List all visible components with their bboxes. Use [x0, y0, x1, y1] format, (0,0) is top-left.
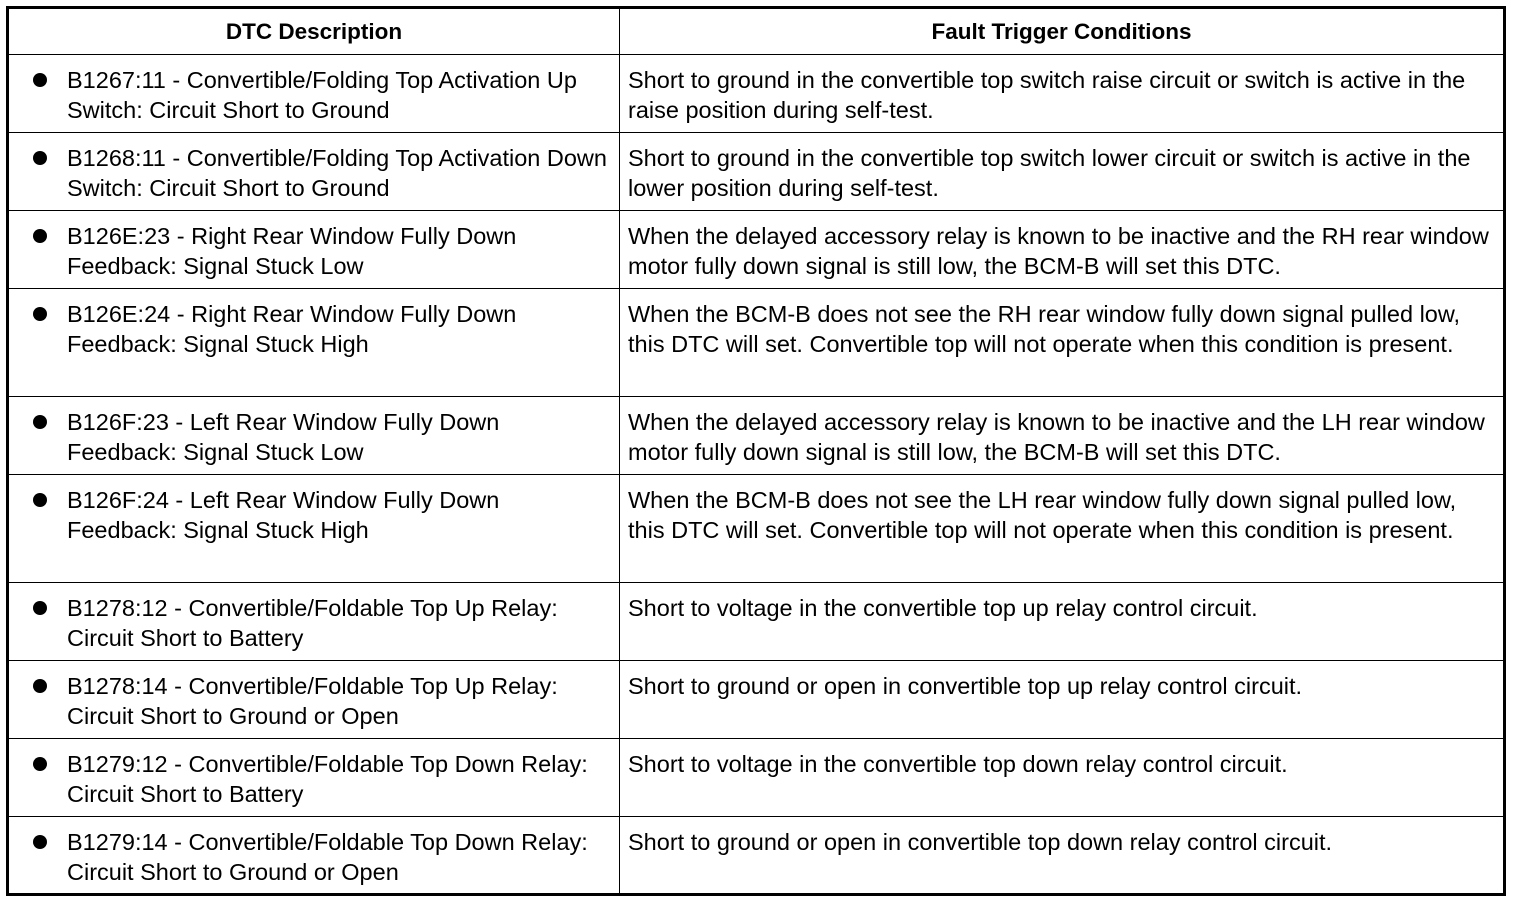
bullet-icon — [33, 73, 47, 87]
bullet-icon — [33, 307, 47, 321]
bullet-icon — [33, 229, 47, 243]
dtc-description-text: B1278:14 - Convertible/Foldable Top Up Relay: Circuit Short to Ground or Open — [67, 673, 558, 729]
header-dtc-description: DTC Description — [8, 8, 620, 55]
dtc-description-text: B1267:11 - Convertible/Folding Top Activation Up Switch: Circuit Short to Ground — [67, 67, 577, 123]
table-row — [8, 55, 1505, 133]
fault-condition-cell: When the BCM-B does not see the RH rear window fully down signal pulled low, this DTC will set. Convertible top will not operate when this condition is present. — [620, 289, 1505, 397]
bullet-icon — [33, 151, 47, 165]
bullet-icon — [33, 601, 47, 615]
dtc-description-text: B126F:24 - Left Rear Window Fully Down Feedback: Signal Stuck High — [67, 487, 500, 543]
dtc-description-text: B1279:12 - Convertible/Foldable Top Down Relay: Circuit Short to Battery — [67, 751, 588, 807]
dtc-description-text: B126E:23 - Right Rear Window Fully Down Feedback: Signal Stuck Low — [67, 223, 517, 279]
dtc-description-text: B126F:23 - Left Rear Window Fully Down Feedback: Signal Stuck Low — [67, 409, 500, 465]
fault-condition-cell: Short to ground or open in convertible top up relay control circuit. — [620, 661, 1505, 739]
dtc-description-text: B1278:12 - Convertible/Foldable Top Up Relay: Circuit Short to Battery — [67, 595, 558, 651]
bullet-icon — [33, 493, 47, 507]
fault-condition-cell: When the delayed accessory relay is known to be inactive and the LH rear window motor fully down signal is still low, the BCM-B will set this DTC. — [620, 397, 1505, 475]
dtc-description-cell — [8, 211, 620, 289]
dtc-description-text: B1279:14 - Convertible/Foldable Top Down Relay: Circuit Short to Ground or Open — [67, 829, 588, 885]
bullet-icon — [33, 757, 47, 771]
fault-condition-cell: Short to ground in the convertible top switch lower circuit or switch is active in the lower position during self-test. — [620, 133, 1505, 211]
table-row — [8, 289, 1505, 397]
dtc-description-cell — [8, 475, 620, 583]
dtc-table — [6, 6, 1506, 896]
dtc-description-cell — [8, 289, 620, 397]
bullet-icon — [33, 415, 47, 429]
table-row — [8, 211, 1505, 289]
table-row — [8, 817, 1505, 895]
table-row — [8, 397, 1505, 475]
dtc-description-text: B1268:11 - Convertible/Folding Top Activation Down Switch: Circuit Short to Ground — [67, 145, 607, 201]
dtc-description-cell — [8, 397, 620, 475]
bullet-icon — [33, 835, 47, 849]
dtc-description-cell — [8, 583, 620, 661]
table-row — [8, 661, 1505, 739]
dtc-description-text: B126E:24 - Right Rear Window Fully Down Feedback: Signal Stuck High — [67, 301, 517, 357]
fault-condition-cell: Short to ground or open in convertible top down relay control circuit. — [620, 817, 1505, 895]
table-row — [8, 133, 1505, 211]
table-header-row — [8, 8, 1505, 55]
dtc-description-cell — [8, 133, 620, 211]
table-row — [8, 583, 1505, 661]
dtc-description-cell — [8, 55, 620, 133]
table-row — [8, 739, 1505, 817]
fault-condition-cell: Short to voltage in the convertible top up relay control circuit. — [620, 583, 1505, 661]
fault-condition-cell: Short to ground in the convertible top switch raise circuit or switch is active in the raise position during self-test. — [620, 55, 1505, 133]
fault-condition-cell: When the BCM-B does not see the LH rear window fully down signal pulled low, this DTC will set. Convertible top will not operate when this condition is present. — [620, 475, 1505, 583]
dtc-description-cell — [8, 739, 620, 817]
dtc-description-cell — [8, 817, 620, 895]
header-fault-trigger-conditions: Fault Trigger Conditions — [620, 8, 1505, 55]
dtc-description-cell — [8, 661, 620, 739]
fault-condition-cell: Short to voltage in the convertible top down relay control circuit. — [620, 739, 1505, 817]
bullet-icon — [33, 679, 47, 693]
table-row — [8, 475, 1505, 583]
fault-condition-cell: When the delayed accessory relay is known to be inactive and the RH rear window motor fully down signal is still low, the BCM-B will set this DTC. — [620, 211, 1505, 289]
